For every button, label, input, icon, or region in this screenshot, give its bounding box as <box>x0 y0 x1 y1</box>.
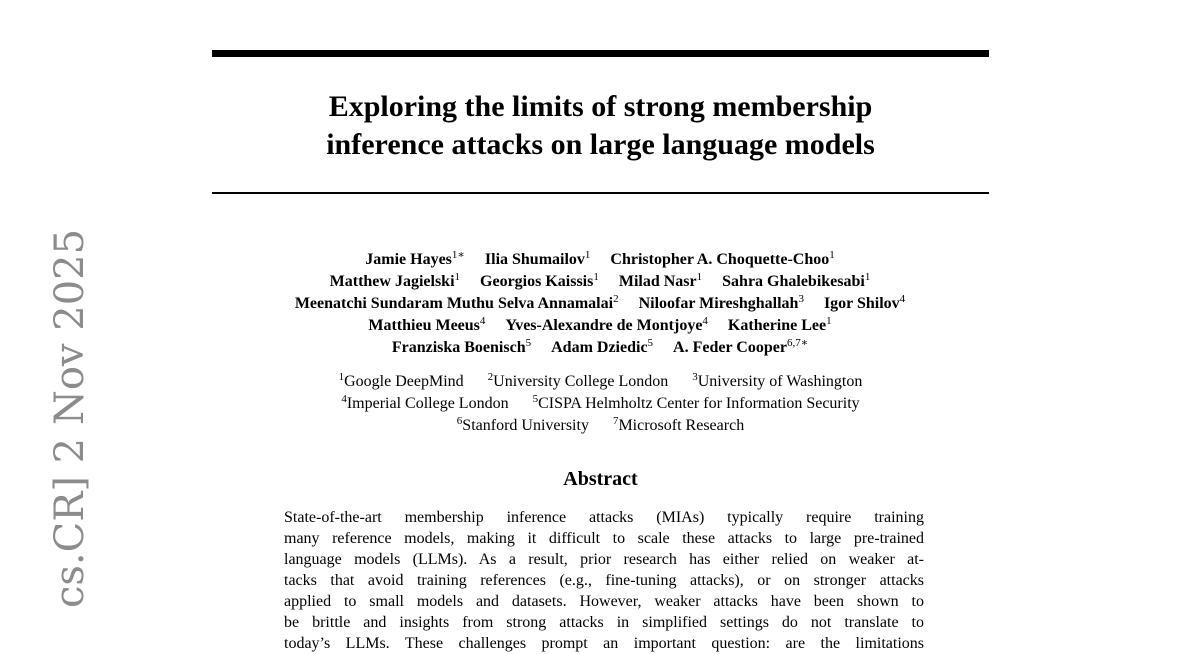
author-name: Matthew Jagielski <box>329 273 455 290</box>
affiliation-line <box>212 371 989 393</box>
author-name: Niloofar Mireshghallah <box>638 295 799 312</box>
abstract-line: be brittle and insights from strong attacks in simplified settings do not translate to <box>284 614 924 631</box>
author <box>480 273 599 290</box>
author <box>619 273 702 290</box>
author <box>365 251 465 268</box>
affiliation <box>339 373 464 390</box>
affiliation-mark: 3 <box>692 371 698 383</box>
title-line: inference attacks on large language models <box>326 128 875 161</box>
abstract-line: today’s LLMs. These challenges prompt an important question: are the limitations <box>284 635 924 652</box>
author-affiliation-mark: 5 <box>647 337 654 349</box>
author-affiliation-mark: 1∗ <box>451 249 465 261</box>
author-line <box>180 293 1020 315</box>
author <box>330 273 460 290</box>
author-name: Katherine Lee <box>727 317 827 334</box>
abstract-line: many reference models, making it difficult to scale these attacks to large pre-trained <box>284 530 924 547</box>
author <box>722 273 870 290</box>
author-affiliation-mark: 5 <box>525 337 532 349</box>
author-line <box>180 337 1020 359</box>
abstract-line: language models (LLMs). As a result, prior research has either relied on weaker at- <box>284 551 924 568</box>
affiliation-mark: 4 <box>341 393 347 405</box>
affiliation <box>692 373 862 390</box>
author <box>295 295 619 312</box>
abstract-line: applied to small models and datasets. However, weaker attacks have been shown to <box>284 593 924 610</box>
author-name: Georgios Kaissis <box>480 273 594 290</box>
author <box>551 339 653 356</box>
title-bottom-rule <box>212 192 989 194</box>
author-name: Ilia Shumailov <box>484 251 585 268</box>
affiliation-line <box>212 393 989 415</box>
author-affiliation-mark: 6,7∗ <box>786 337 809 349</box>
author <box>824 295 905 312</box>
author-line <box>180 315 1020 337</box>
author-affiliation-mark: 1 <box>454 271 461 283</box>
affiliation-name: Microsoft Research <box>618 417 745 434</box>
affiliation <box>341 395 508 412</box>
abstract-line: tacks that avoid training references (e.g., fine-tuning attacks), or on stronger attacks <box>284 572 924 589</box>
affiliation-name: University College London <box>493 373 669 390</box>
author-affiliation-mark: 1 <box>584 249 591 261</box>
author-affiliation-mark: 2 <box>613 293 619 305</box>
author-name: Franziska Boenisch <box>391 339 526 356</box>
author-name: Adam Dziedic <box>551 339 648 356</box>
author <box>368 317 485 334</box>
paper-title <box>212 88 989 164</box>
abstract-heading: Abstract <box>563 468 638 490</box>
author-line <box>180 249 1020 271</box>
author-affiliation-mark: 4 <box>899 293 906 305</box>
affiliation-block <box>212 371 989 437</box>
author <box>392 339 531 356</box>
affiliation-mark: 2 <box>487 371 494 383</box>
author <box>610 251 834 268</box>
author-name: Meenatchi Sundaram Muthu Selva Annamalai <box>294 295 614 312</box>
affiliation-name: Imperial College London <box>346 395 509 412</box>
affiliation-mark: 1 <box>338 371 345 383</box>
affiliation <box>533 395 860 412</box>
author-affiliation-mark: 4 <box>702 315 708 327</box>
author-affiliation-mark: 1 <box>826 315 832 327</box>
author-affiliation-mark: 1 <box>696 271 703 283</box>
author <box>728 317 832 334</box>
affiliation <box>457 417 589 434</box>
author <box>505 317 708 334</box>
affiliation-name: University of Washington <box>697 373 863 390</box>
author-name: Yves-Alexandre de Montjoye <box>505 317 703 334</box>
affiliation <box>488 373 669 390</box>
abstract-line: State-of-the-art membership inference attacks (MIAs) typically require training <box>284 509 924 526</box>
arxiv-margin-stamp: cs.CR] 2 Nov 2025 <box>47 228 93 608</box>
affiliation-mark: 5 <box>532 393 539 405</box>
author-name: Sahra Ghalebikesabi <box>722 273 865 290</box>
author <box>485 251 591 268</box>
author-affiliation-mark: 1 <box>864 271 871 283</box>
affiliation-name: Stanford University <box>462 417 589 434</box>
abstract-body <box>284 507 924 654</box>
author-name: A. Feder Cooper <box>673 339 787 356</box>
author-affiliation-mark: 1 <box>829 249 835 261</box>
author-name: Matthieu Meeus <box>368 317 480 334</box>
affiliation <box>613 417 744 434</box>
author-name: Milad Nasr <box>618 273 697 290</box>
title-line: Exploring the limits of strong membership <box>328 90 873 123</box>
affiliation-mark: 6 <box>456 415 463 427</box>
author-line <box>180 271 1020 293</box>
author-affiliation-mark: 4 <box>479 315 486 327</box>
affiliation-mark: 7 <box>612 415 619 427</box>
author-name: Igor Shilov <box>823 295 900 312</box>
author-name: Jamie Hayes <box>365 251 452 268</box>
affiliation-name: Google DeepMind <box>344 373 464 390</box>
author-name: Christopher A. Choquette-Choo <box>610 251 830 268</box>
author <box>673 339 808 356</box>
author-block <box>180 249 1020 359</box>
author-affiliation-mark: 1 <box>593 271 599 283</box>
author-affiliation-mark: 3 <box>798 293 804 305</box>
affiliation-name: CISPA Helmholtz Center for Information Security <box>538 395 860 412</box>
author <box>639 295 804 312</box>
affiliation-line <box>212 415 989 437</box>
title-top-rule <box>212 50 989 57</box>
